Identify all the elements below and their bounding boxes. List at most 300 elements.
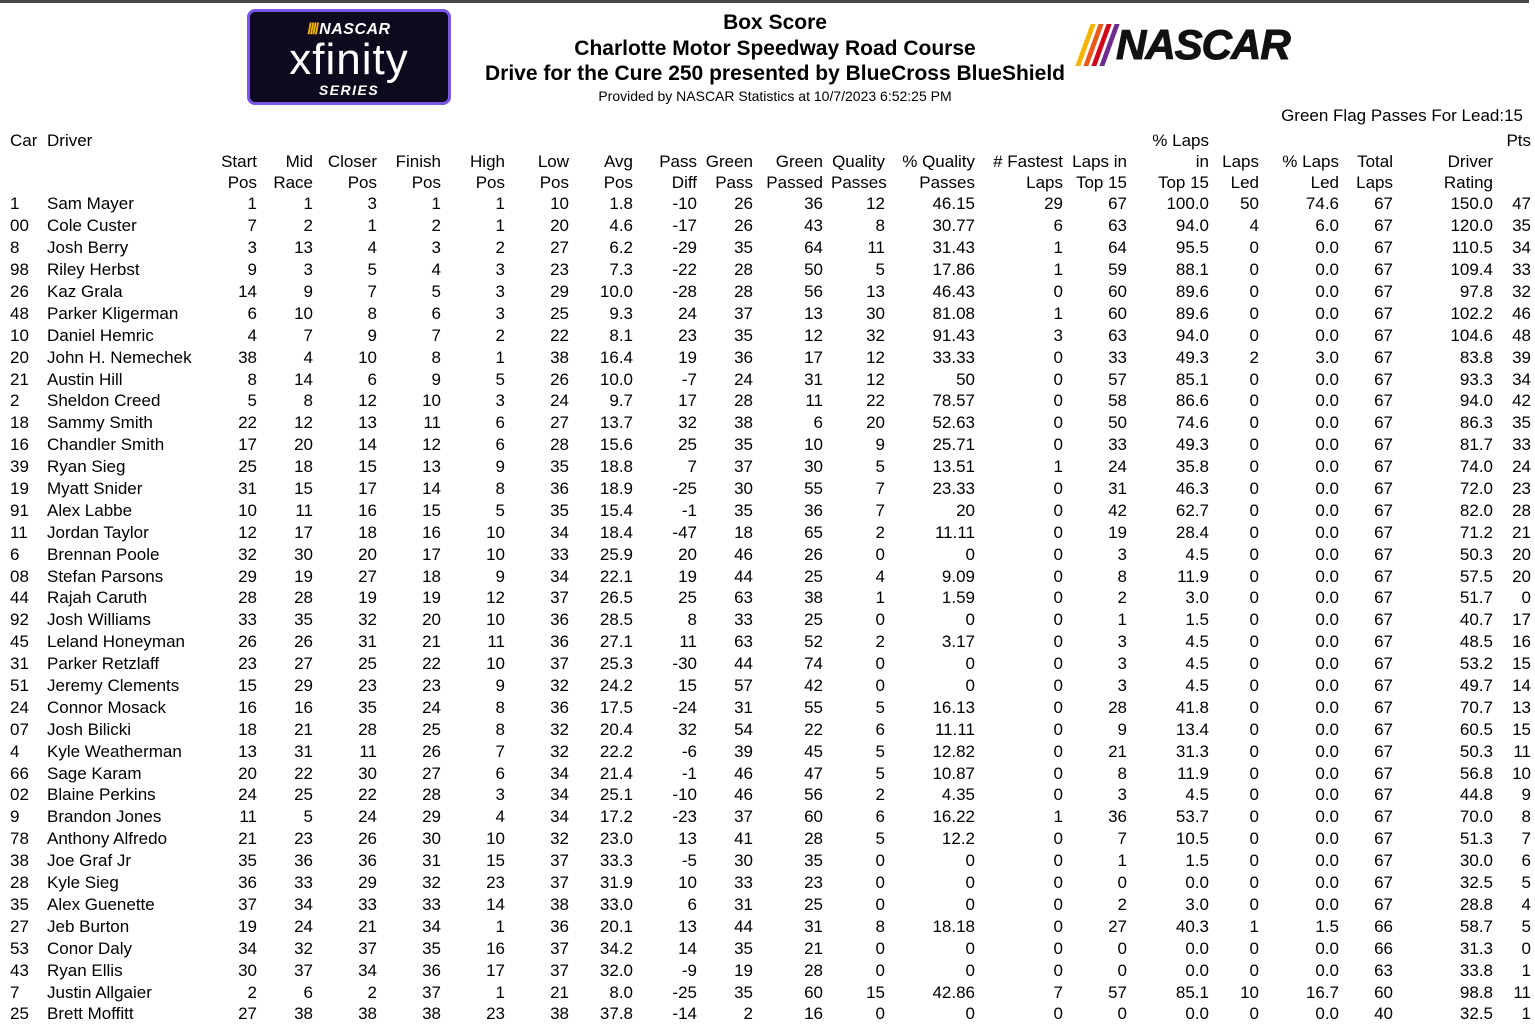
stat-cell: 0.0 xyxy=(1315,960,1339,980)
stat-cell: 37 xyxy=(294,960,313,980)
stat-cell: 60 xyxy=(804,982,823,1002)
driver-name: Ryan Ellis xyxy=(47,960,123,980)
stat-cell: 72.0 xyxy=(1459,479,1493,499)
stat-cell: 0 xyxy=(1053,785,1063,805)
stat-cell: 0 xyxy=(1249,479,1259,499)
stat-cell: 10 xyxy=(804,435,823,455)
stat-cell: 0.0 xyxy=(1315,588,1339,608)
stat-cell: 20 xyxy=(1512,566,1531,586)
stat-cell: 4.6 xyxy=(609,216,633,236)
stat-cell: 45 xyxy=(804,741,823,761)
stat-cell: 9 xyxy=(1117,719,1127,739)
stat-cell: 18 xyxy=(294,457,313,477)
stat-cell: 20.4 xyxy=(599,719,633,739)
stat-cell: 33 xyxy=(1108,347,1127,367)
stat-cell: 1.5 xyxy=(1315,916,1339,936)
stat-cell: 10 xyxy=(486,654,505,674)
stat-cell: 32.0 xyxy=(599,960,633,980)
stat-cell: 32 xyxy=(294,938,313,958)
stat-cell: 0 xyxy=(1117,1004,1127,1024)
stat-cell: 24 xyxy=(238,785,257,805)
table-row xyxy=(6,937,1535,959)
stat-cell: 33 xyxy=(1512,260,1531,280)
stat-cell: 17 xyxy=(486,960,505,980)
stat-cell: 7 xyxy=(367,282,377,301)
car-number: 6 xyxy=(10,544,20,564)
car-number: 48 xyxy=(10,303,29,323)
stat-cell: 0 xyxy=(1053,763,1063,783)
driver-name: Alex Guenette xyxy=(47,894,155,914)
column-header-line1: Pass xyxy=(659,152,697,171)
stat-cell: 10 xyxy=(294,303,313,323)
stat-cell: 21 xyxy=(804,938,823,958)
stat-cell: 0.0 xyxy=(1185,1004,1209,1024)
column-header xyxy=(213,130,261,193)
stat-cell: 28 xyxy=(238,588,257,608)
stat-cell: 13 xyxy=(1512,697,1531,717)
stat-cell: 5 xyxy=(431,282,441,301)
stat-cell: 47 xyxy=(1512,194,1531,214)
stat-cell: 12 xyxy=(804,325,823,345)
stat-cell: 20 xyxy=(422,610,441,630)
stat-cell: 31.3 xyxy=(1175,741,1209,761)
stat-cell: 38 xyxy=(804,588,823,608)
driver-name: John H. Nemechek xyxy=(47,347,192,367)
stat-cell: 37 xyxy=(734,457,753,477)
stat-cell: 49.3 xyxy=(1175,347,1209,367)
stat-cell: 22 xyxy=(238,413,257,433)
stat-cell: 1 xyxy=(367,216,377,236)
stat-cell: 38 xyxy=(734,413,753,433)
stat-cell: 37 xyxy=(550,654,569,674)
stat-cell: 8 xyxy=(431,347,441,367)
stat-cell: 11 xyxy=(487,632,505,652)
stat-cell: 17 xyxy=(238,435,257,455)
driver-name: Brett Moffitt xyxy=(47,1004,134,1024)
stat-cell: 37 xyxy=(550,588,569,608)
stat-cell: 6 xyxy=(367,369,377,389)
car-number: 7 xyxy=(10,982,20,1002)
table-row xyxy=(6,806,1535,828)
stat-cell: 34 xyxy=(1512,369,1531,389)
stat-cell: 0 xyxy=(1249,654,1259,674)
stat-cell: 4.35 xyxy=(941,785,975,805)
stat-cell: 41.8 xyxy=(1175,697,1209,717)
stat-cell: 6 xyxy=(495,763,505,783)
stat-cell: 56 xyxy=(804,282,823,301)
stat-cell: 35 xyxy=(804,851,823,871)
stat-cell: 65 xyxy=(804,522,823,542)
stat-cell: 29 xyxy=(1044,194,1063,214)
stat-cell: 10 xyxy=(1240,982,1259,1002)
stat-cell: 46.15 xyxy=(932,194,975,214)
stat-cell: 11 xyxy=(359,741,377,761)
stat-cell: 5 xyxy=(875,829,885,849)
stat-cell: 34 xyxy=(550,763,569,783)
stat-cell: 36 xyxy=(550,479,569,499)
stat-cell: 35 xyxy=(550,457,569,477)
stat-cell: 3 xyxy=(495,303,505,323)
stat-cell: 67 xyxy=(1374,873,1393,893)
stat-cell: 67 xyxy=(1374,676,1393,696)
car-number: 19 xyxy=(10,479,29,499)
stat-cell: 27 xyxy=(422,763,441,783)
stat-cell: 27 xyxy=(238,1004,257,1024)
car-number: 20 xyxy=(10,347,29,367)
driver-name: Leland Honeyman xyxy=(47,632,185,652)
stat-cell: 24 xyxy=(1512,457,1531,477)
stat-cell: 8.1 xyxy=(609,325,633,345)
stat-cell: 0 xyxy=(1249,719,1259,739)
stat-cell: 15 xyxy=(358,457,377,477)
stat-cell: 4.5 xyxy=(1185,676,1209,696)
stat-cell: 5 xyxy=(1521,873,1531,893)
column-header-line1: Laps xyxy=(1222,152,1259,171)
stat-cell: 23 xyxy=(1512,479,1531,499)
car-number: 02 xyxy=(10,785,29,805)
stat-cell: 22 xyxy=(294,763,313,783)
stat-cell: 7 xyxy=(875,479,885,499)
stat-cell: 42.86 xyxy=(932,982,975,1002)
stat-cell: 13.51 xyxy=(932,457,975,477)
stat-cell: 10 xyxy=(358,347,377,367)
stat-cell: 2 xyxy=(875,785,885,805)
stat-cell: 0 xyxy=(1053,413,1063,433)
stat-cell: 10 xyxy=(238,500,257,520)
stat-cell: 11 xyxy=(867,238,885,258)
table-row xyxy=(6,915,1535,937)
stat-cell: 27 xyxy=(1108,916,1127,936)
stat-cell: 3 xyxy=(1117,676,1127,696)
stat-cell: 33 xyxy=(1512,435,1531,455)
stat-cell: 2 xyxy=(1117,894,1127,914)
stat-cell: 0 xyxy=(1053,588,1063,608)
table-row xyxy=(6,499,1535,521)
stat-cell: 32 xyxy=(1512,282,1531,301)
stat-cell: 30 xyxy=(734,851,753,871)
stat-cell: 0 xyxy=(965,851,975,871)
stat-cell: 18 xyxy=(238,719,257,739)
column-header-line1: Green xyxy=(775,152,823,171)
stat-cell: 32 xyxy=(678,413,697,433)
stat-cell: 0.0 xyxy=(1315,654,1339,674)
stat-cell: 30 xyxy=(866,303,885,323)
stat-cell: 17 xyxy=(804,347,823,367)
stat-cell: 0 xyxy=(1249,588,1259,608)
stat-cell: 51.7 xyxy=(1459,588,1493,608)
stat-cell: 42 xyxy=(804,676,823,696)
stat-cell: 109.4 xyxy=(1450,260,1493,280)
nascar-logo-stripes xyxy=(1083,24,1112,66)
stat-cell: 41 xyxy=(734,829,753,849)
driver-name: Josh Bilicki xyxy=(47,719,132,739)
stat-cell: 21 xyxy=(422,632,441,652)
stat-cell: 5 xyxy=(303,807,313,827)
column-header-line2: Laps xyxy=(1026,173,1063,192)
stat-cell: 15 xyxy=(866,982,885,1002)
stat-cell: 2 xyxy=(875,522,885,542)
car-number: 08 xyxy=(10,566,29,586)
stat-cell: 12 xyxy=(238,522,257,542)
stat-cell: 0 xyxy=(1249,632,1259,652)
stat-cell: 33.3 xyxy=(599,851,633,871)
stat-cell: 0 xyxy=(1053,566,1063,586)
stat-cell: 23 xyxy=(550,260,569,280)
stat-cell: 6 xyxy=(875,807,885,827)
stat-cell: 0 xyxy=(1053,435,1063,455)
stat-cell: 28.5 xyxy=(599,610,633,630)
car-number: 78 xyxy=(10,829,29,849)
stat-cell: 1 xyxy=(875,588,885,608)
stat-cell: 1 xyxy=(1117,851,1127,871)
stat-cell: 66 xyxy=(1374,938,1393,958)
stat-cell: 0 xyxy=(1053,851,1063,871)
stat-cell: 0 xyxy=(1053,1004,1063,1024)
stat-cell: 54 xyxy=(734,719,753,739)
stat-cell: 23 xyxy=(486,873,505,893)
stat-cell: 67 xyxy=(1374,303,1393,323)
stat-cell: 91.43 xyxy=(932,325,975,345)
table-row xyxy=(6,390,1535,412)
stat-cell: 9 xyxy=(303,282,313,301)
stat-cell: 24 xyxy=(678,303,697,323)
car-number: 45 xyxy=(10,632,29,652)
stat-cell: 17.5 xyxy=(599,697,633,717)
stat-cell: 0 xyxy=(1053,632,1063,652)
stat-cell: 11.9 xyxy=(1177,763,1209,783)
stat-cell: 67 xyxy=(1374,632,1393,652)
stat-cell: -23 xyxy=(672,807,697,827)
car-number: 25 xyxy=(10,1004,29,1024)
stat-cell: 0 xyxy=(1249,544,1259,564)
stat-cell: 3.0 xyxy=(1185,588,1209,608)
stat-cell: 9.09 xyxy=(941,566,975,586)
stat-cell: 35 xyxy=(734,982,753,1002)
stat-cell: 8 xyxy=(247,369,257,389)
stat-cell: 16 xyxy=(238,697,257,717)
driver-name: Parker Kligerman xyxy=(47,303,179,323)
stat-cell: 4 xyxy=(495,807,505,827)
column-header xyxy=(1131,130,1213,193)
driver-name: Kyle Sieg xyxy=(47,873,119,893)
stat-cell: 28.8 xyxy=(1459,894,1493,914)
stat-cell: 2 xyxy=(743,1004,753,1024)
stat-cell: 0 xyxy=(1117,873,1127,893)
stat-cell: 81.7 xyxy=(1459,435,1493,455)
stat-cell: 10 xyxy=(486,829,505,849)
stat-cell: 59 xyxy=(1108,260,1127,280)
stat-cell: 44 xyxy=(734,654,753,674)
stat-cell: 8 xyxy=(1117,763,1127,783)
column-header-line1: Green xyxy=(705,152,753,171)
stat-cell: 15 xyxy=(486,851,505,871)
stat-cell: 24.2 xyxy=(599,676,633,696)
stat-cell: 20 xyxy=(294,435,313,455)
stat-cell: 29 xyxy=(422,807,441,827)
stat-cell: 67 xyxy=(1374,894,1393,914)
stat-cell: 20 xyxy=(866,413,885,433)
stat-cell: 11 xyxy=(295,500,313,520)
stat-cell: 32 xyxy=(422,873,441,893)
stat-cell: 21.4 xyxy=(599,763,633,783)
stat-cell: 12 xyxy=(422,435,441,455)
column-header-line1: % Laps in xyxy=(1152,131,1209,171)
table-row xyxy=(6,762,1535,784)
stat-cell: 0 xyxy=(1249,610,1259,630)
stat-cell: 52.63 xyxy=(932,413,975,433)
table-row xyxy=(6,302,1535,324)
stat-cell: 25.1 xyxy=(599,785,633,805)
stat-cell: 36 xyxy=(1108,807,1127,827)
stat-cell: 29 xyxy=(358,873,377,893)
stat-cell: 9 xyxy=(367,325,377,345)
table-row xyxy=(6,981,1535,1003)
column-header xyxy=(827,130,889,193)
driver-name: Jeremy Clements xyxy=(47,676,180,696)
table-row xyxy=(6,609,1535,631)
table-row xyxy=(6,631,1535,653)
stat-cell: 16.22 xyxy=(932,807,975,827)
car-number: 1 xyxy=(10,194,20,214)
stat-cell: 62.7 xyxy=(1175,500,1209,520)
table-row xyxy=(6,653,1535,675)
stat-cell: 20 xyxy=(956,500,975,520)
stat-cell: 17 xyxy=(358,479,377,499)
stat-cell: 11 xyxy=(1513,982,1531,1002)
stat-cell: 32 xyxy=(550,741,569,761)
stat-cell: -7 xyxy=(681,369,697,389)
stat-cell: 3.17 xyxy=(941,632,975,652)
stat-cell: 18.4 xyxy=(599,522,633,542)
stat-cell: 12 xyxy=(486,588,505,608)
stat-cell: 13 xyxy=(422,457,441,477)
provided-by-note: Provided by NASCAR Statistics at 10/7/2023 6:52:25 PM xyxy=(598,88,952,104)
stat-cell: -10 xyxy=(672,194,697,214)
stat-cell: 0.0 xyxy=(1315,763,1339,783)
stat-cell: 19 xyxy=(678,566,697,586)
stat-cell: 97.8 xyxy=(1459,282,1493,301)
column-header-line1: Quality xyxy=(832,152,885,171)
stat-cell: -5 xyxy=(681,851,697,871)
column-header-line2: Rating xyxy=(1443,173,1493,192)
stat-cell: 18.9 xyxy=(599,479,633,499)
stat-cell: 3 xyxy=(495,260,505,280)
stat-cell: 14 xyxy=(422,479,441,499)
car-number: 31 xyxy=(10,654,29,674)
stat-cell: 67 xyxy=(1374,194,1393,214)
table-row xyxy=(6,259,1535,281)
stat-cell: 31 xyxy=(804,916,823,936)
stat-cell: 5 xyxy=(875,741,885,761)
stat-cell: 0 xyxy=(875,873,885,893)
stat-cell: 48.5 xyxy=(1459,632,1493,652)
stat-cell: 64 xyxy=(1108,238,1127,258)
stat-cell: 60 xyxy=(804,807,823,827)
stat-cell: 13 xyxy=(866,282,885,301)
stat-cell: 36 xyxy=(550,610,569,630)
stat-cell: 67 xyxy=(1374,807,1393,827)
stat-cell: 13.4 xyxy=(1175,719,1209,739)
stat-cell: 1 xyxy=(1053,303,1063,323)
stat-cell: 9 xyxy=(431,369,441,389)
stat-cell: 0.0 xyxy=(1185,873,1209,893)
stat-cell: 63 xyxy=(1108,325,1127,345)
table-row xyxy=(6,346,1535,368)
table-row xyxy=(6,237,1535,259)
column-header xyxy=(979,130,1067,193)
stat-cell: 2 xyxy=(303,216,313,236)
stat-cell: 28 xyxy=(804,829,823,849)
stat-cell: 0 xyxy=(1249,938,1259,958)
stat-cell: 3 xyxy=(1117,785,1127,805)
stat-cell: 25 xyxy=(238,457,257,477)
stat-cell: 6 xyxy=(1521,851,1531,871)
stat-cell: 1 xyxy=(1053,457,1063,477)
stat-cell: 11 xyxy=(1513,741,1531,761)
stat-cell: 0 xyxy=(1249,566,1259,586)
stat-cell: 0.0 xyxy=(1315,413,1339,433)
car-number: 44 xyxy=(10,588,29,608)
stat-cell: 58 xyxy=(1108,391,1127,411)
stat-cell: 0 xyxy=(965,873,975,893)
stat-cell: 11 xyxy=(805,391,823,411)
stat-cell: 52 xyxy=(804,632,823,652)
column-header-line1: % Quality xyxy=(902,152,975,171)
nascar-logo xyxy=(1083,22,1290,68)
stat-cell: 1 xyxy=(495,194,505,214)
stat-cell: 0.0 xyxy=(1315,851,1339,871)
stat-cell: 1 xyxy=(495,347,505,367)
stat-cell: 34 xyxy=(422,916,441,936)
stat-cell: 0 xyxy=(875,544,885,564)
stat-cell: 67 xyxy=(1374,216,1393,236)
stat-cell: 35 xyxy=(294,610,313,630)
stat-cell: 30 xyxy=(238,960,257,980)
stat-cell: 28 xyxy=(1512,500,1531,520)
stat-cell: 0.0 xyxy=(1315,1004,1339,1024)
column-header-line1: Mid xyxy=(285,152,313,171)
stat-cell: 10 xyxy=(1512,763,1531,783)
stat-cell: 14 xyxy=(1512,676,1531,696)
driver-name: Joe Graf Jr xyxy=(47,851,132,871)
stat-cell: 16.13 xyxy=(932,697,975,717)
stat-cell: 94.0 xyxy=(1175,325,1209,345)
stat-cell: 44 xyxy=(734,916,753,936)
stat-cell: 21 xyxy=(1108,741,1127,761)
table-row xyxy=(6,412,1535,434)
stat-cell: 21 xyxy=(238,829,257,849)
stat-cell: 1 xyxy=(1053,807,1063,827)
stat-cell: 46.3 xyxy=(1175,479,1209,499)
table-row xyxy=(6,434,1535,456)
car-number: 18 xyxy=(10,413,29,433)
stat-cell: 39 xyxy=(1512,347,1531,367)
stat-cell: 31 xyxy=(294,741,313,761)
stat-cell: 19 xyxy=(294,566,313,586)
stat-cell: 51.3 xyxy=(1459,829,1493,849)
stat-cell: 35 xyxy=(550,500,569,520)
stat-cell: 100.0 xyxy=(1166,194,1209,214)
stat-cell: 6 xyxy=(247,303,257,323)
stat-cell: 4 xyxy=(1521,894,1531,914)
stat-cell: 70.0 xyxy=(1459,807,1493,827)
stat-cell: 0 xyxy=(1053,697,1063,717)
stat-cell: 102.2 xyxy=(1450,303,1493,323)
stat-cell: 8 xyxy=(495,479,505,499)
stat-cell: 35 xyxy=(1512,216,1531,236)
stat-cell: 37 xyxy=(734,807,753,827)
stat-cell: 23.0 xyxy=(599,829,633,849)
